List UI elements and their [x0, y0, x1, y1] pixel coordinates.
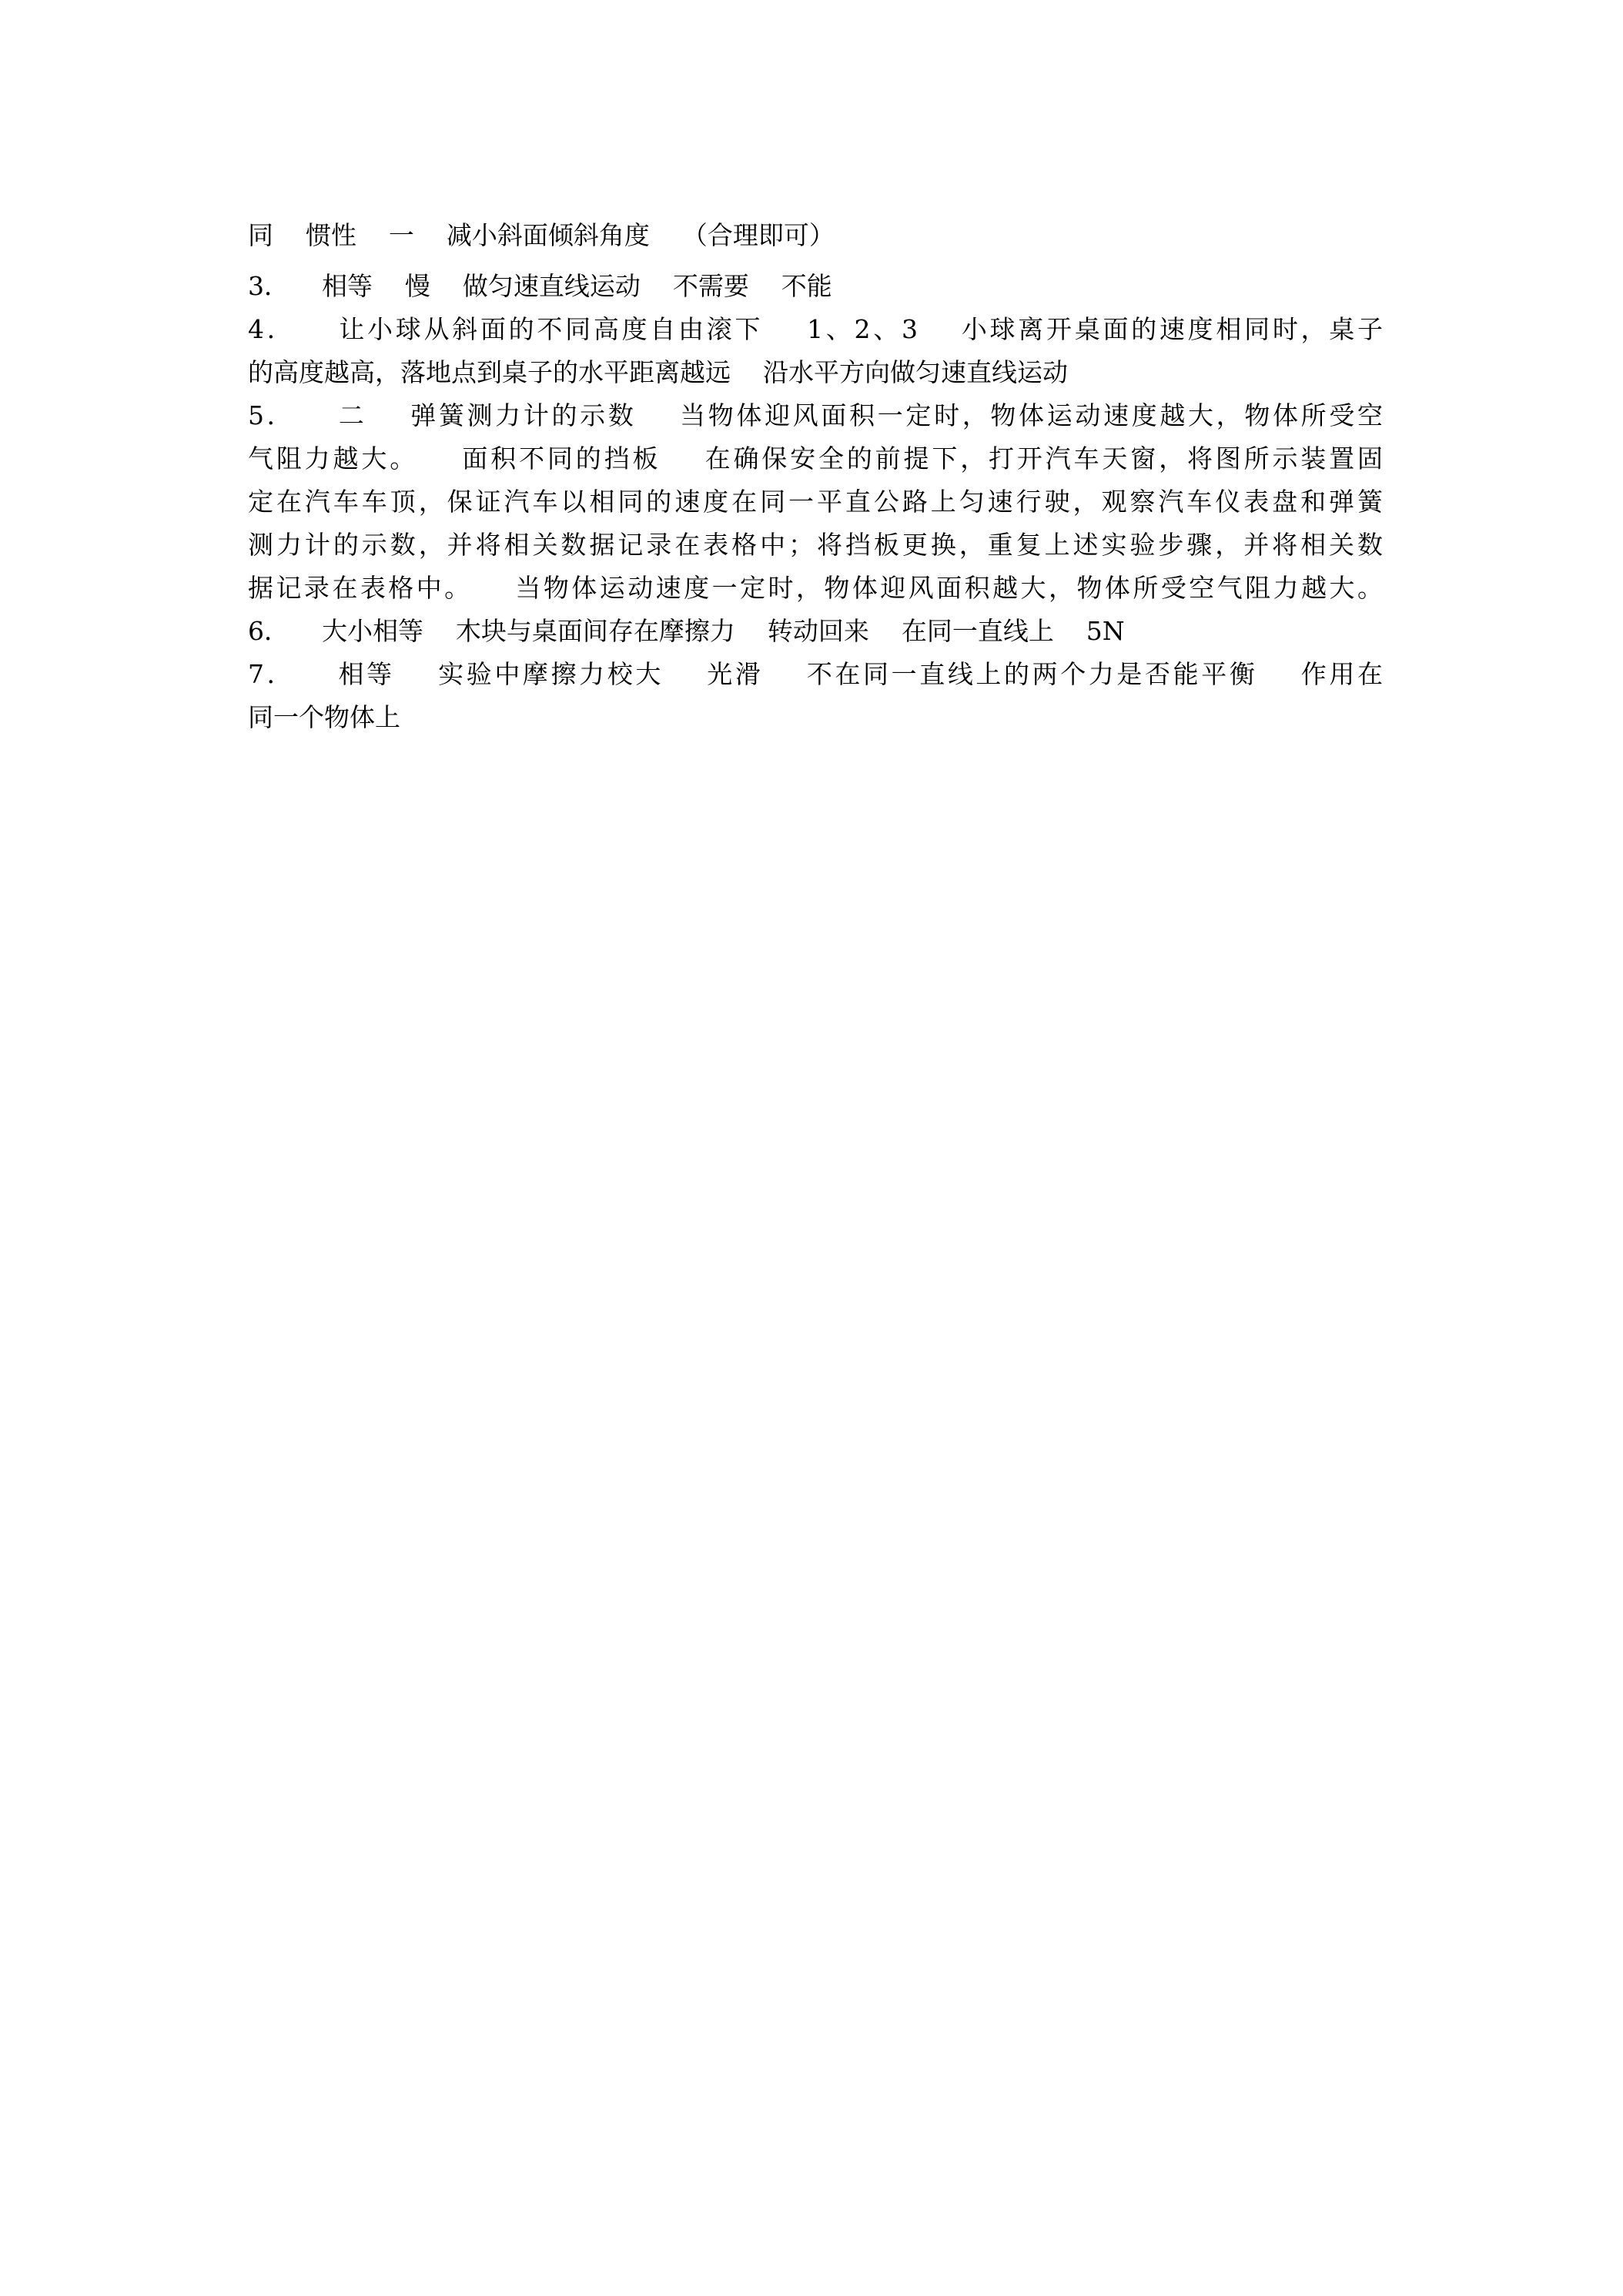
answer-line-7: 定在汽车车顶，保证汽车以相同的速度在同一平直公路上匀速行驶，观察汽车仪表盘和弹簧 [248, 487, 1383, 517]
answer-line-12: 同一个物体上 [248, 702, 400, 732]
answer-line-5: 5． 二 弹簧测力计的示数 当物体迎风面积一定时，物体运动速度越大，物体所受空 [248, 400, 1383, 430]
answer-line-11: 7． 相等 实验中摩擦力校大 光滑 不在同一直线上的两个力是否能平衡 作用在 [248, 659, 1383, 689]
answer-line-10: 6． 大小相等 木块与桌面间存在摩擦力 转动回来 在同一直线上 5N [248, 616, 1125, 646]
answer-line-8: 测力计的示数，并将相关数据记录在表格中；将挡板更换，重复上述实验步骤，并将相关数 [248, 530, 1383, 560]
answer-line-6: 气阻力越大。 面积不同的挡板 在确保安全的前提下，打开汽车天窗，将图所示装置固 [248, 443, 1383, 474]
answer-line-4: 的高度越高，落地点到桌子的水平距离越远 沿水平方向做匀速直线运动 [248, 357, 1068, 387]
answer-line-9: 据记录在表格中。 当物体运动速度一定时，物体迎风面积越大，物体所受空气阻力越大。 [248, 573, 1383, 603]
answer-text-block [248, 214, 1383, 739]
answer-line-2: 3． 相等 慢 做匀速直线运动 不需要 不能 [248, 271, 832, 301]
answer-line-1: 同 惯性 一 减小斜面倾斜角度 （合理即可） [248, 220, 835, 250]
answer-line-3: 4． 让小球从斜面的不同高度自由滚下 1、2、3 小球离开桌面的速度相同时，桌子 [248, 314, 1383, 344]
